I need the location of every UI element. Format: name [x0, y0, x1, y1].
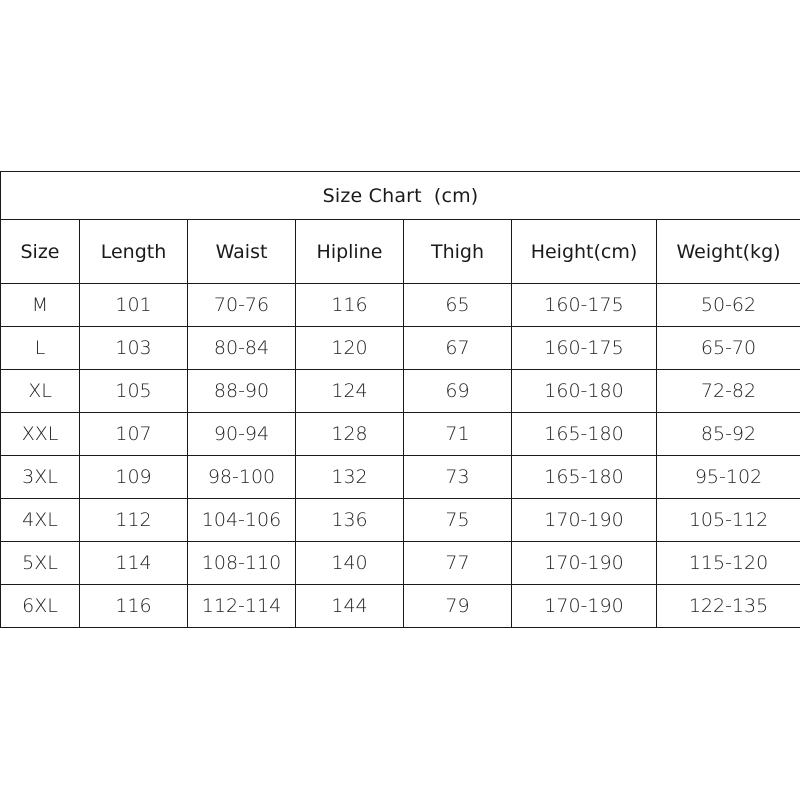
cell-hipline: 136 — [296, 499, 404, 542]
cell-thigh: 67 — [404, 327, 512, 370]
table-row — [1, 413, 800, 456]
cell-height: 165-180 — [512, 413, 657, 456]
cell-height: 165-180 — [512, 456, 657, 499]
cell-thigh: 77 — [404, 542, 512, 585]
cell-hipline: 124 — [296, 370, 404, 413]
cell-length: 109 — [80, 456, 188, 499]
table-row — [1, 284, 800, 327]
header-waist: Waist — [188, 220, 296, 284]
size-chart-table — [0, 171, 800, 628]
cell-weight: 50-62 — [657, 284, 800, 327]
table-title-wrap — [323, 185, 479, 207]
cell-weight: 105-112 — [657, 499, 800, 542]
cell-height: 170-190 — [512, 542, 657, 585]
cell-waist: 90-94 — [188, 413, 296, 456]
cell-thigh: 75 — [404, 499, 512, 542]
cell-hipline: 116 — [296, 284, 404, 327]
table-row — [1, 370, 800, 413]
cell-size: XXL — [1, 413, 80, 456]
cell-hipline: 140 — [296, 542, 404, 585]
cell-waist: 108-110 — [188, 542, 296, 585]
cell-size: XL — [1, 370, 80, 413]
cell-thigh: 79 — [404, 585, 512, 628]
cell-waist: 70-76 — [188, 284, 296, 327]
cell-thigh: 73 — [404, 456, 512, 499]
cell-length: 105 — [80, 370, 188, 413]
header-height: Height(cm) — [512, 220, 657, 284]
table-row — [1, 456, 800, 499]
table-row — [1, 499, 800, 542]
cell-thigh: 65 — [404, 284, 512, 327]
cell-length: 114 — [80, 542, 188, 585]
cell-size: L — [1, 327, 80, 370]
cell-weight: 85-92 — [657, 413, 800, 456]
table-row — [1, 585, 800, 628]
table-row — [1, 327, 800, 370]
cell-height: 160-175 — [512, 284, 657, 327]
header-weight: Weight(kg) — [657, 220, 800, 284]
cell-size: 6XL — [1, 585, 80, 628]
cell-weight: 95-102 — [657, 456, 800, 499]
cell-weight: 115-120 — [657, 542, 800, 585]
cell-length: 101 — [80, 284, 188, 327]
cell-weight: 72-82 — [657, 370, 800, 413]
header-thigh: Thigh — [404, 220, 512, 284]
cell-waist: 112-114 — [188, 585, 296, 628]
table-row — [1, 542, 800, 585]
cell-height: 160-180 — [512, 370, 657, 413]
cell-waist: 98-100 — [188, 456, 296, 499]
cell-height: 160-175 — [512, 327, 657, 370]
cell-thigh: 71 — [404, 413, 512, 456]
cell-length: 107 — [80, 413, 188, 456]
cell-hipline: 144 — [296, 585, 404, 628]
cell-size: M — [1, 284, 80, 327]
table-unit: (cm) — [433, 184, 479, 207]
cell-hipline: 128 — [296, 413, 404, 456]
cell-height: 170-190 — [512, 585, 657, 628]
cell-hipline: 132 — [296, 456, 404, 499]
cell-weight: 65-70 — [657, 327, 800, 370]
table-title: Size Chart — [322, 184, 422, 207]
cell-waist: 88-90 — [188, 370, 296, 413]
cell-height: 170-190 — [512, 499, 657, 542]
cell-size: 4XL — [1, 499, 80, 542]
title-row — [1, 172, 800, 220]
cell-length: 112 — [80, 499, 188, 542]
header-hipline: Hipline — [296, 220, 404, 284]
header-size: Size — [1, 220, 80, 284]
header-row — [1, 220, 800, 284]
header-length: Length — [80, 220, 188, 284]
cell-size: 3XL — [1, 456, 80, 499]
cell-weight: 122-135 — [657, 585, 800, 628]
cell-length: 116 — [80, 585, 188, 628]
cell-size: 5XL — [1, 542, 80, 585]
cell-waist: 80-84 — [188, 327, 296, 370]
table-title-cell — [1, 172, 800, 220]
cell-length: 103 — [80, 327, 188, 370]
cell-hipline: 120 — [296, 327, 404, 370]
cell-waist: 104-106 — [188, 499, 296, 542]
cell-thigh: 69 — [404, 370, 512, 413]
